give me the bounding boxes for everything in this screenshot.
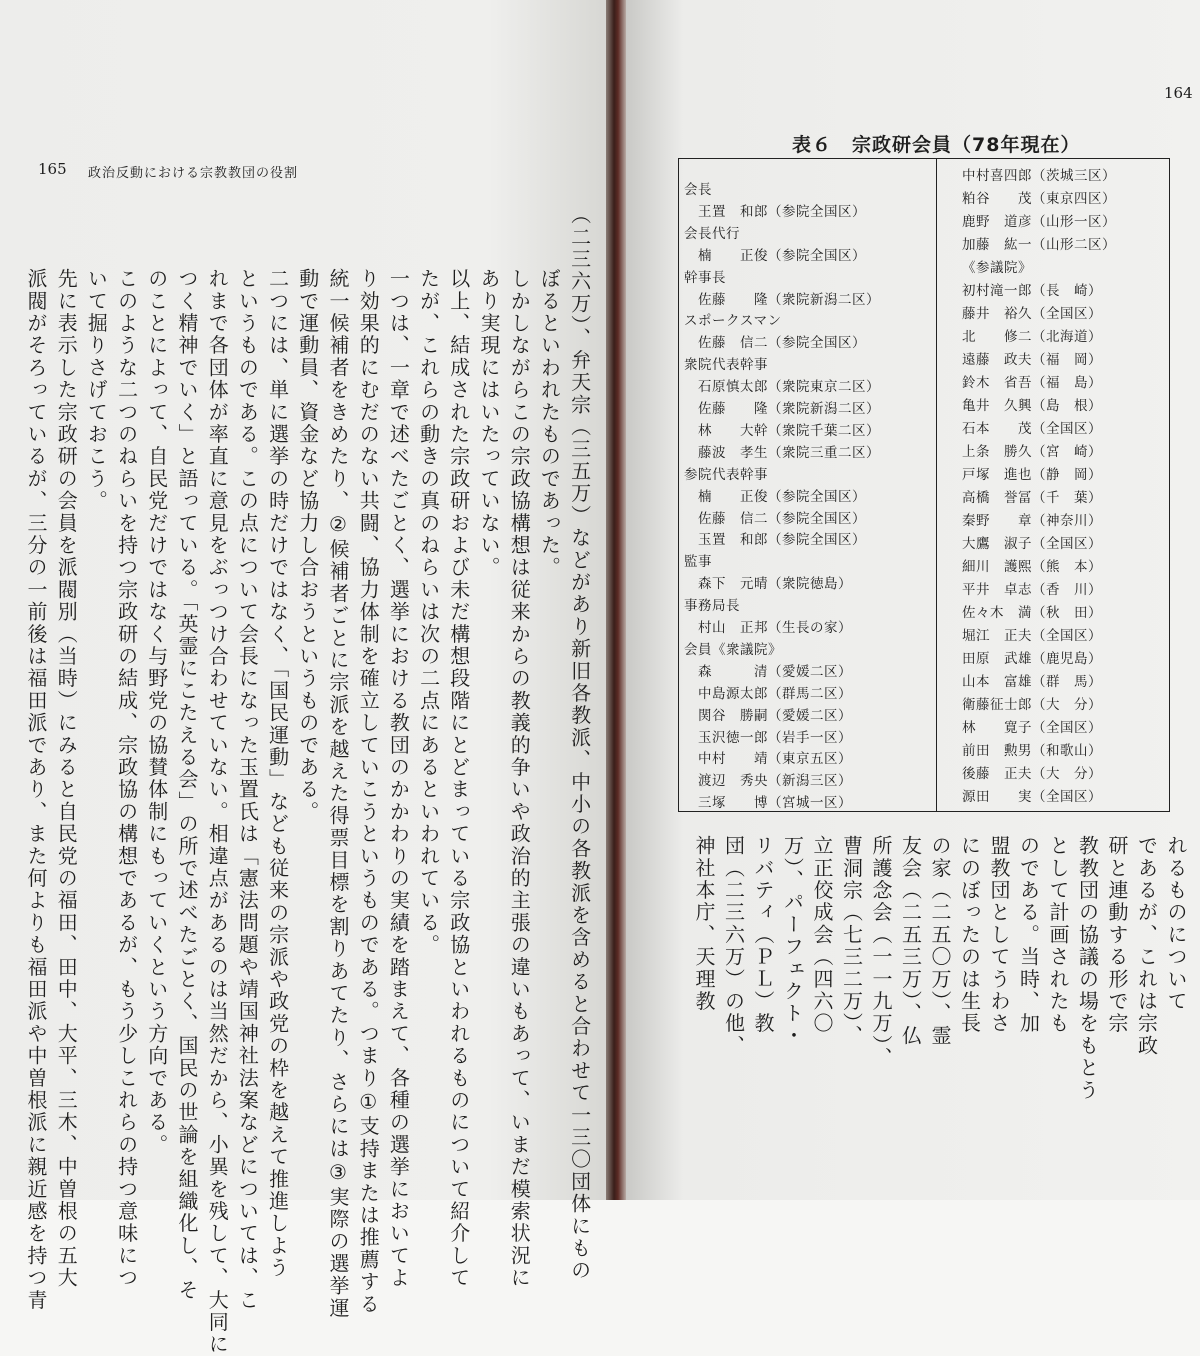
left-text-column: れまで各団体が率直に意見をぶっつけ合わせていない。相違点があるのは当然だから、小異を残して、大同に: [205, 268, 230, 1356]
table-entry: 藤井 裕久（全国区）: [962, 306, 1102, 322]
right-text-column: 友会（二五三万）、仏: [898, 835, 923, 1047]
left-text-column: いて掘りさげておこう。: [84, 268, 109, 513]
table-entry: 中村喜四郎（茨城三区）: [962, 168, 1116, 184]
left-text-column: 二つには、単に選挙の時だけではなく、「国民運動」なども従来の宗派や政党の枠を越えて推進しよう: [265, 268, 290, 1280]
table-entry: 亀井 久興（島 根）: [962, 398, 1102, 414]
right-text-column: の家（二五〇万）、霊: [928, 835, 952, 1047]
table-entry: 森下 元晴（衆院徳島）: [684, 576, 852, 593]
left-text-column: のことによって、自民党だけではなく与野党の協賛体制にもっていくという方向である。: [144, 268, 169, 1156]
table-entry: 平井 卓志（香 川）: [962, 582, 1102, 598]
table-entry: 石本 茂（全国区）: [962, 421, 1102, 437]
table-entry: 佐藤 隆（衆院新潟二区）: [684, 401, 880, 417]
table-entry: 幹事長: [684, 269, 726, 286]
table-entry: 佐々木 満（秋 田）: [962, 605, 1102, 621]
table-entry: 会長: [684, 182, 712, 198]
table-entry: 《参議院》: [962, 260, 1032, 276]
right-text-column: 研と連動する形で宗: [1105, 835, 1129, 1035]
table-entry: 前田 勲男（和歌山）: [962, 743, 1102, 759]
table-entry: 粕谷 茂（東京四区）: [962, 191, 1116, 207]
left-text-column: 一つは、一章で述べたごとく、選挙における教団のかかわりの実績を踏まえて、各種の選挙においてよ: [386, 268, 411, 1290]
table-entry: 藤波 孝生（衆院三重二区）: [684, 444, 880, 461]
table-entry: 事務局長: [684, 598, 740, 615]
table-entry: 田原 武雄（鹿児島）: [962, 651, 1102, 667]
member-table-divider: [936, 158, 937, 812]
table-entry: 堀江 正夫（全国区）: [962, 628, 1102, 644]
left-text-column: たが、これらの動きの真のねらいは次の二点にあるといわれている。: [416, 268, 441, 957]
table-entry: 鹿野 道彦（山形一区）: [962, 214, 1116, 230]
right-text-column: として計画されたも: [1046, 835, 1070, 1035]
left-running-head: 政治反動における宗教教団の役割: [88, 166, 299, 181]
table-entry: 王置 和郎（参院全国区）: [684, 203, 866, 220]
table-entry: 上条 勝久（宮 崎）: [962, 444, 1102, 460]
right-text-column: リバティ（ＰＬ）教: [751, 835, 775, 1035]
table-entry: 楠 正俊（参院全国区）: [684, 488, 866, 505]
right-text-column: 曹洞宗（七三二万）、: [839, 835, 864, 1047]
table-entry: スポークスマン: [684, 313, 782, 330]
table-entry: 村山 正邦（生長の家）: [684, 620, 852, 636]
left-text-column: り効果的にむだのない共闘、協力体制を確立していこうというものである。つまり①支持または推薦する: [356, 268, 381, 1316]
table-entry: 会長代行: [684, 225, 740, 242]
right-text-column: 教教団の協議の場をもとう: [1075, 835, 1100, 1102]
right-text-column: れるものについて: [1164, 835, 1188, 1013]
table-entry: 会員《衆議院》: [684, 641, 782, 658]
right-text-column: のである。当時、加: [1016, 835, 1041, 1035]
table-entry: 遠藤 政夫（福 岡）: [962, 352, 1102, 368]
table-entry: 佐藤 信二（参院全国区）: [684, 335, 866, 352]
table-entry: 三塚 博（宮城一区）: [684, 795, 852, 812]
table-entry: 鈴木 省吾（福 島）: [962, 375, 1102, 391]
left-text-column: 動で運動員、資金など協力し合おうというものである。: [295, 268, 320, 823]
table-entry: 大鷹 淑子（全国区）: [962, 536, 1102, 552]
table-entry: 後藤 正夫（大 分）: [962, 766, 1102, 782]
left-text-column: 統一候補者をきめたり、②候補者ごとに宗派を越えた得票目標を割りあてたり、さらには③実際の選挙運: [326, 268, 350, 1320]
left-text-column: 先に表示した宗政研の会員を派閥別（当時）にみると自民党の福田、田中、大平、三木、中曽根の五大: [54, 268, 79, 1290]
table-entry: 中村 靖（東京五区）: [684, 751, 852, 768]
table-entry: 佐藤 信二（参院全国区）: [684, 510, 866, 527]
table-entry: 林 寛子（全国区）: [962, 720, 1102, 736]
table-entry: 関谷 勝嗣（愛媛二区）: [684, 707, 852, 724]
table-entry: 加藤 紘一（山形二区）: [962, 237, 1116, 253]
right-page-number: 164: [1164, 84, 1193, 102]
left-text-column: このような二つのねらいを持つ宗政研の結成、宗政協の構想であるが、もう少しこれらの持つ意味につ: [114, 268, 139, 1290]
right-text-column: にのぼったのは生長: [957, 835, 982, 1035]
table-entry: 源田 実（全国区）: [962, 789, 1102, 805]
left-text-column: 派閥がそろっているが、三分の一前後は福田派であり、また何よりも福田派や中曽根派に親近感を持つ青: [24, 268, 48, 1312]
right-text-column: 団（二三六万）の他、: [721, 835, 746, 1057]
table-entry: 山本 富雄（群 馬）: [962, 674, 1102, 690]
left-text-column: というものである。この点について会長になった玉置氏は「憲法問題や靖国神社法案などについては、こ: [235, 268, 260, 1312]
table-entry: 秦野 章（神奈川）: [962, 513, 1102, 529]
right-text-column: 万）、パーフェクト・: [780, 835, 805, 1047]
table-entry: 衆院代表幹事: [684, 357, 768, 374]
left-text-column: あり実現にはいたっていない。: [477, 268, 501, 579]
table-entry: 楠 正俊（参院全国区）: [684, 247, 866, 264]
table-entry: 玉沢徳一郎（岩手一区）: [684, 729, 852, 746]
table-entry: 参院代表幹事: [684, 466, 768, 483]
right-text-column: 盟教団としてうわさ: [987, 835, 1011, 1035]
left-text-column: ぼるといわれたものであった。: [537, 268, 562, 579]
table-entry: 初村滝一郎（長 崎）: [962, 283, 1102, 299]
table-title: 表６ 宗政研会員（78年現在）: [792, 134, 1081, 156]
table-entry: 石原慎太郎（衆院東京二区）: [684, 379, 880, 396]
table-entry: 森 清（愛媛二区）: [684, 663, 852, 680]
table-entry: 戸塚 進也（静 岡）: [962, 467, 1102, 483]
left-text-column: （二三六万）、弁天宗（三五万）などがあり新旧各教派、中小の各教派を含めると合わせて一三〇団体にもの: [567, 204, 592, 1282]
table-entry: 佐藤 隆（衆院新潟二区）: [684, 291, 880, 308]
left-text-column: つく精神でいく」と語っている。「英霊にこたえる会」の所で述べたごとく、国民の世論を組織化し、そ: [175, 268, 199, 1302]
table-entry: 衛藤征士郎（大 分）: [962, 697, 1102, 713]
right-text-column: 立正佼成会（四六〇: [810, 835, 834, 1035]
left-text-column: 以上、結成された宗政研および未だ構想段階にとどまっている宗政協といわれるものについて紹介して: [446, 268, 471, 1290]
table-entry: 高橋 誉冨（千 葉）: [962, 490, 1102, 506]
table-entry: 渡辺 秀央（新潟三区）: [684, 773, 852, 790]
table-entry: 林 大幹（衆院千葉二区）: [684, 422, 880, 439]
table-entry: 細川 護熙（熊 本）: [962, 559, 1102, 575]
left-page-number: 165: [38, 160, 67, 178]
table-entry: 監事: [684, 554, 712, 571]
table-entry: 中島源太郎（群馬二区）: [684, 685, 852, 702]
table-entry: 玉置 和郎（参院全国区）: [684, 532, 866, 549]
right-text-column: であるが、これは宗政: [1134, 835, 1159, 1057]
right-text-column: 神社本庁、天理教: [692, 835, 716, 1013]
book-gutter: [606, 0, 626, 1200]
table-entry: 北 修二（北海道）: [962, 329, 1102, 345]
left-text-column: しかしながらこの宗政協構想は従来からの教義的争いや政治的主張の違いもあって、いまだ模索状況に: [507, 268, 532, 1290]
right-text-column: 所護念会（一一九万）、: [869, 835, 893, 1070]
